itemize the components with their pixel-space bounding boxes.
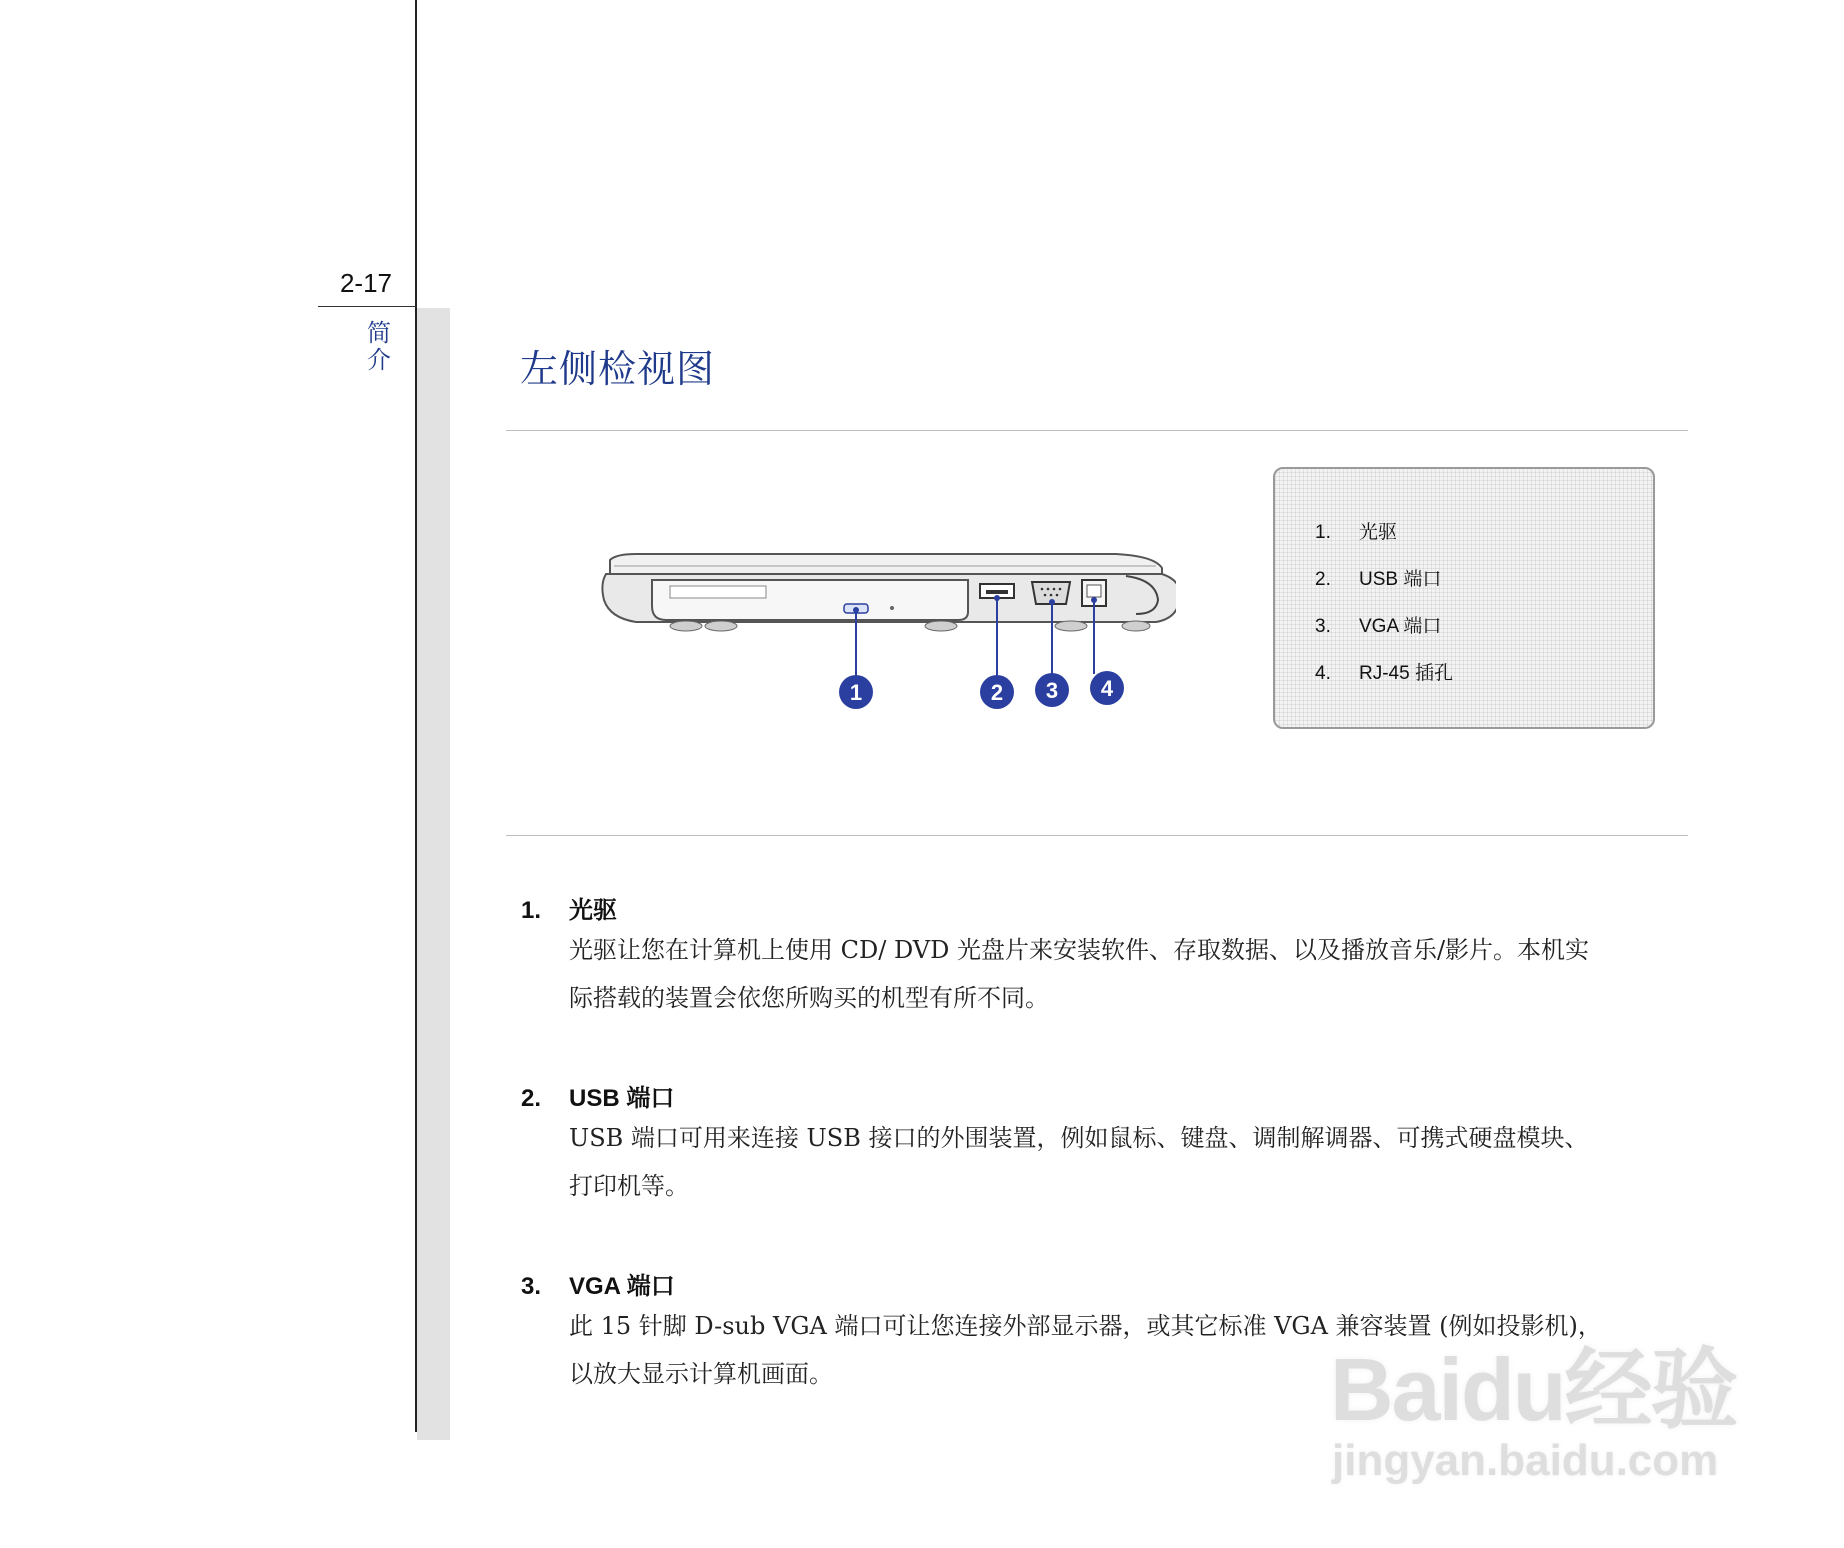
item-description-optical-drive (569, 926, 1689, 1022)
legend-item (1315, 564, 1441, 591)
description-line: 此 15 针脚 D-sub VGA 端口可让您连接外部显示器，或其它标准 VGA 兼容装置 (例如投影机)， (569, 1312, 1602, 1340)
legend-box (1273, 467, 1655, 729)
item-title: 光驱 (569, 897, 617, 924)
callout-number: 3 (1045, 678, 1059, 703)
legend-label: RJ-45 插孔 (1359, 663, 1453, 684)
legend-label: 光驱 (1359, 522, 1398, 543)
callout-marker (1035, 673, 1069, 707)
laptop-foot (705, 621, 737, 631)
page-number-rule (318, 306, 417, 307)
item-heading-usb-port (521, 1078, 674, 1113)
laptop-foot (1055, 621, 1087, 631)
legend-label: USB 端口 (1359, 569, 1442, 590)
item-heading-vga-port (521, 1266, 675, 1301)
callout-marker (839, 675, 873, 709)
legend-number: 4. (1315, 663, 1331, 684)
legend-item (1315, 611, 1441, 638)
legend-number: 1. (1315, 522, 1331, 543)
description-line: 光驱让您在计算机上使用 CD/ DVD 光盘片来安装软件、存取数据、以及播放音乐/影片。本机实 (569, 936, 1590, 964)
legend-number: 2. (1315, 569, 1331, 590)
description-line: 打印机等。 (569, 1172, 689, 1200)
callout-marker (1090, 671, 1124, 705)
laptop-lid (610, 554, 1162, 574)
callout-number: 4 (1100, 676, 1114, 701)
legend-number: 3. (1315, 616, 1331, 637)
item-heading-optical-drive (521, 890, 617, 925)
callout-marker (980, 675, 1014, 709)
baidu-jingyan-watermark (1320, 1300, 1750, 1500)
item-number: 1. (521, 897, 542, 924)
watermark-url: jingyan.baidu.com (1332, 1436, 1719, 1485)
callout-number: 1 (849, 680, 863, 705)
chapter-label: 简介 (367, 319, 391, 374)
laptop-foot (925, 621, 957, 631)
item-title: USB 端口 (569, 1085, 675, 1112)
page-number: 2-17 (339, 268, 392, 298)
watermark-brand: Baidu经验 (1330, 1340, 1737, 1439)
item-description-usb-port (569, 1114, 1689, 1210)
legend-label: VGA 端口 (1359, 616, 1442, 637)
item-number: 3. (521, 1273, 542, 1300)
optical-drive-emergency-hole (890, 606, 894, 610)
callout-number: 2 (990, 680, 1004, 705)
item-title: VGA 端口 (569, 1273, 675, 1300)
section-title: 左侧检视图 (520, 347, 716, 391)
divider-bottom (506, 835, 1688, 836)
legend-item (1315, 658, 1453, 685)
laptop-foot (670, 621, 702, 631)
description-line: 际搭载的装置会依您所购买的机型有所不同。 (569, 984, 1049, 1012)
legend-item (1315, 517, 1397, 544)
laptop-foot (1122, 621, 1150, 631)
margin-strip (417, 308, 450, 1440)
optical-drive-label (670, 586, 766, 598)
laptop-left-side-illustration (596, 540, 1176, 730)
description-line: USB 端口可用来连接 USB 接口的外围装置，例如鼠标、键盘、调制解调器、可携式硬盘模块、 (569, 1124, 1589, 1152)
item-number: 2. (521, 1085, 542, 1112)
divider-top (506, 430, 1688, 431)
description-line: 以放大显示计算机画面。 (569, 1360, 833, 1388)
